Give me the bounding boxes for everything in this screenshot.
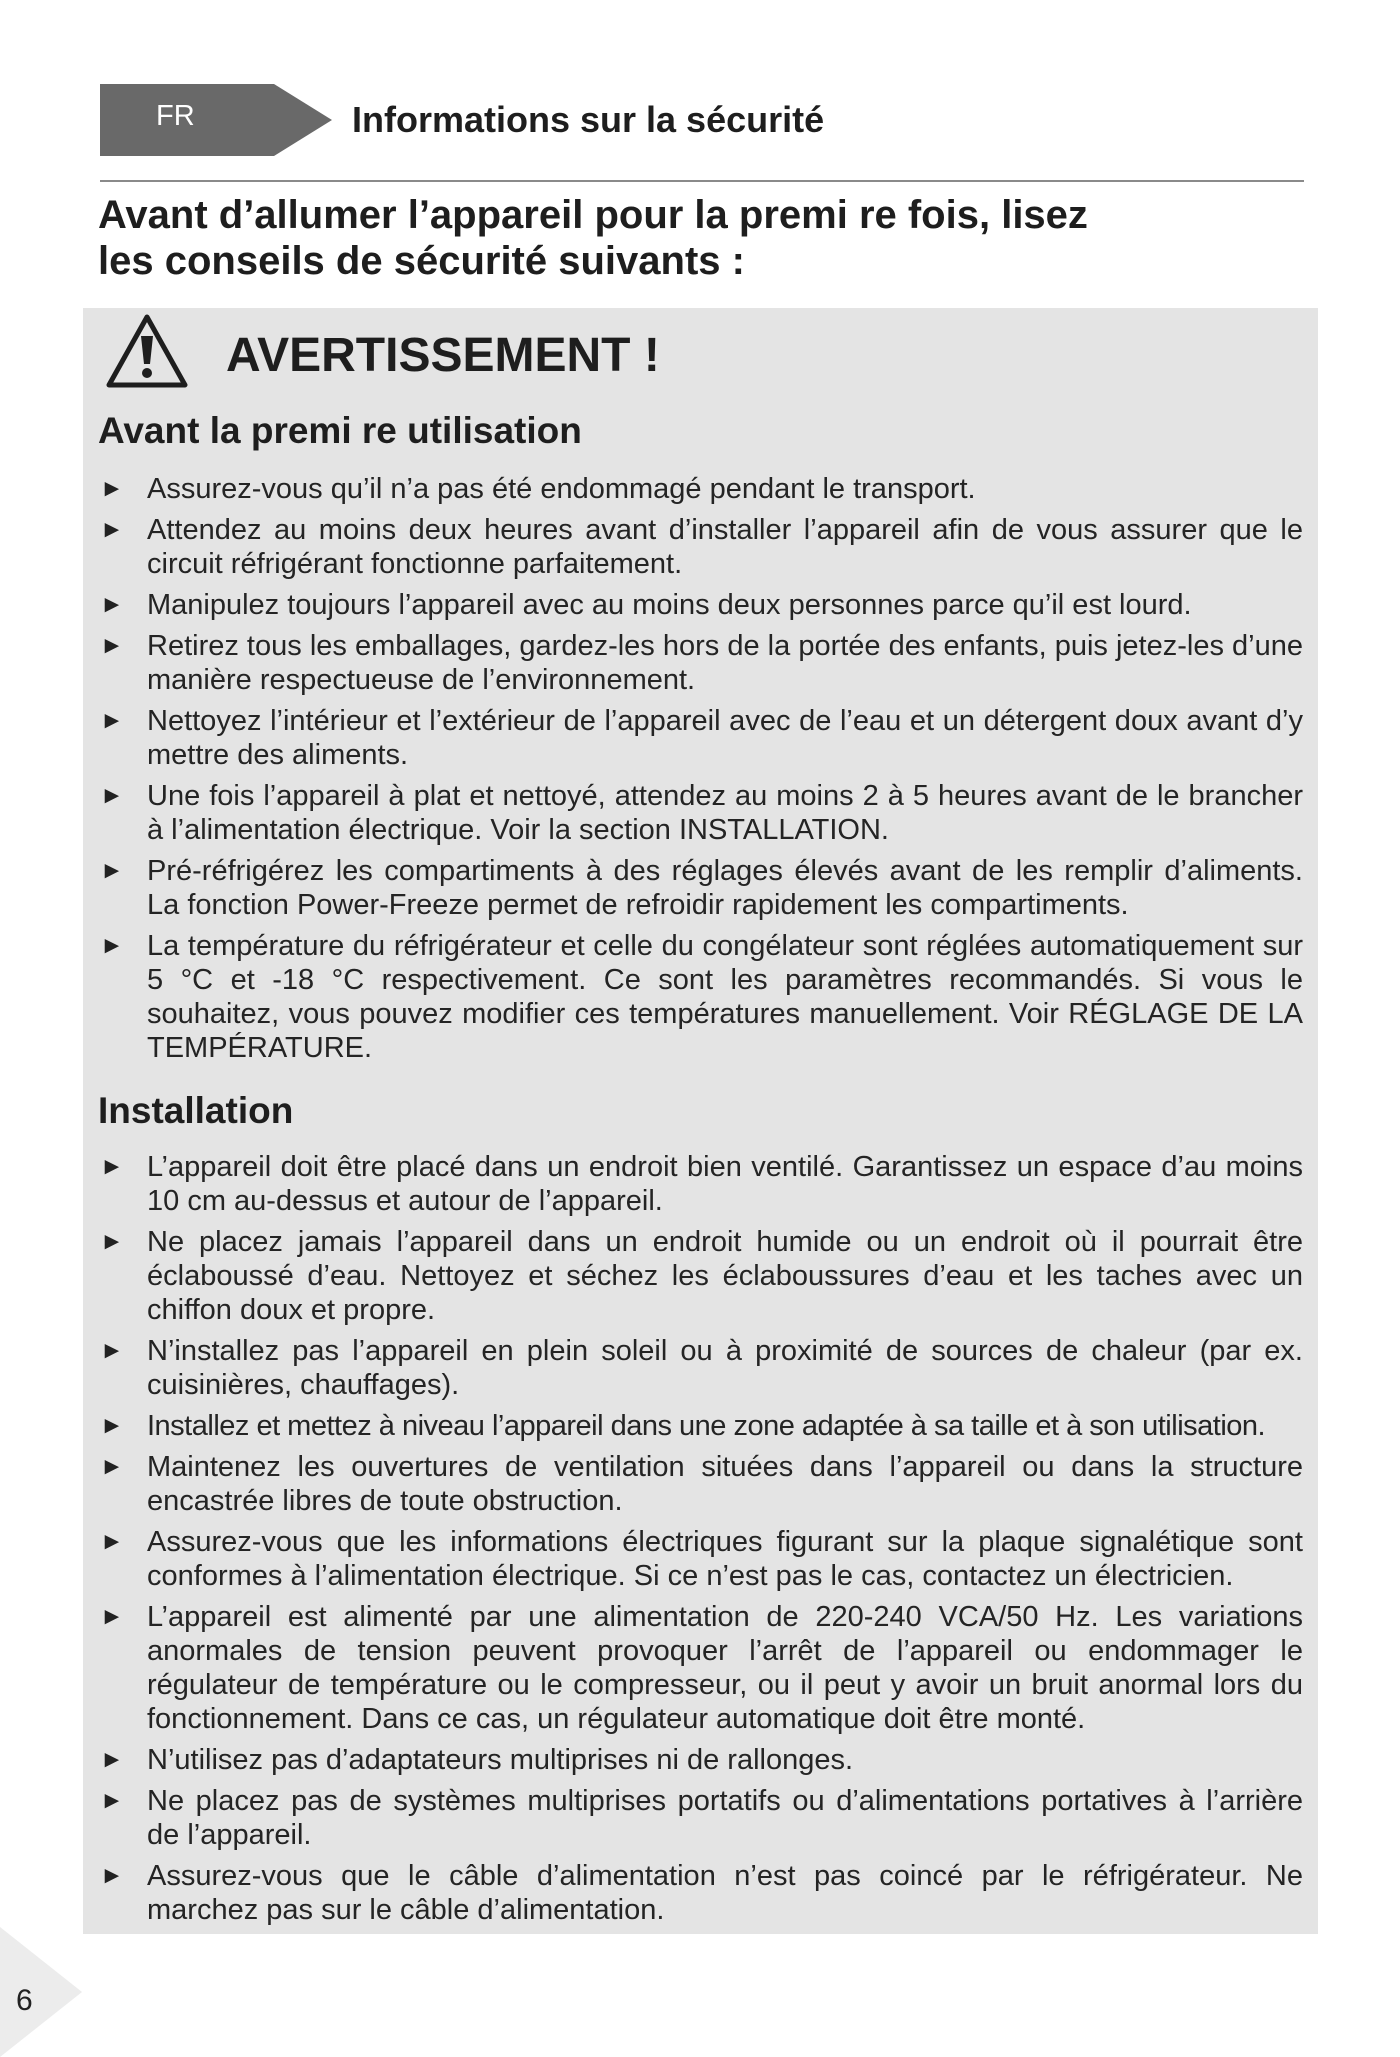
bullet-arrow-icon: ► (100, 857, 124, 884)
language-code: FR (156, 100, 195, 132)
bullet-arrow-icon: ► (100, 1453, 124, 1480)
section-title-first-use: Avant la premi re utilisation (98, 410, 582, 451)
list-item: ► Assurez-vous que les informations électriques figurant sur la plaque signalétique sont conformes à l’alimentation électrique. Si ce n’est pas le cas, contactez un électricien. (100, 1526, 1303, 1592)
bullet-arrow-icon: ► (100, 1528, 124, 1555)
list-item: ► La température du réfrigérateur et celle du congélateur sont réglées automatiquement sur 5 °C et -18 °C respectivement. Ce sont les paramètres recommandés. Si vous le souhaitez, vous pouvez modifier ces températures manuellement. Voir RÉGLAGE DE LA TEMPÉRATURE. (100, 930, 1303, 1064)
intro-line-1: Avant d’allumer l’appareil pour la premi re fois, lisez (98, 193, 1088, 237)
list-item: ► Nettoyez l’intérieur et l’extérieur de l’appareil avec de l’eau et un détergent doux avant d’y mettre des aliments. (100, 705, 1303, 771)
list-item: ► Ne placez jamais l’appareil dans un endroit humide ou un endroit où il pourrait être éclaboussé d’eau. Nettoyez et séchez les éclaboussures d’eau et les taches avec un chiffon doux et propre. (100, 1226, 1303, 1326)
bullet-arrow-icon: ► (100, 516, 124, 543)
list-item: ► Une fois l’appareil à plat et nettoyé, attendez au moins 2 à 5 heures avant de le brancher à l’alimentation électrique. Voir la section INSTALLATION. (100, 780, 1303, 846)
bullet-arrow-icon: ► (100, 1746, 124, 1773)
bullet-arrow-icon: ► (100, 632, 124, 659)
bullet-arrow-icon: ► (100, 1787, 124, 1814)
header-divider (100, 180, 1304, 182)
bullet-arrow-icon: ► (100, 782, 124, 809)
intro-heading (98, 192, 1248, 284)
warning-triangle-icon (104, 312, 190, 392)
list-item: ► Retirez tous les emballages, gardez-les hors de la portée des enfants, puis jetez-les d’une manière respectueuse de l’environnement. (100, 630, 1303, 696)
list-item: ► N’utilisez pas d’adaptateurs multiprises ni de rallonges. (100, 1744, 854, 1776)
bullet-arrow-icon: ► (100, 1153, 124, 1180)
bullet-arrow-icon: ► (100, 1862, 124, 1889)
bullet-arrow-icon: ► (100, 707, 124, 734)
list-item: ► L’appareil est alimenté par une alimentation de 220-240 VCA/50 Hz. Les variations anormales de tension peuvent provoquer l’arrêt de l’appareil ou endommager le régulateur de température ou le compresseur, ou il peut y avoir un bruit anormal lors du fonctionnement. Dans ce cas, un régulateur automatique doit être monté. (100, 1601, 1303, 1735)
bullet-arrow-icon: ► (100, 1337, 124, 1364)
bullet-arrow-icon: ► (100, 1412, 124, 1439)
list-item: ► L’appareil doit être placé dans un endroit bien ventilé. Garantissez un espace d’au moins 10 cm au-dessus et autour de l’appareil. (100, 1151, 1303, 1217)
installation-list (98, 1150, 1303, 1934)
warning-title: AVERTISSEMENT ! (226, 329, 660, 382)
list-item: ► Pré-réfrigérez les compartiments à des réglages élevés avant de les remplir d’aliments. La fonction Power-Freeze permet de refroidir rapidement les compartiments. (100, 855, 1303, 921)
page-number: 6 (16, 1984, 33, 2017)
list-item: ► Assurez-vous qu’il n’a pas été endommagé pendant le transport. (100, 473, 976, 505)
list-item: ► Attendez au moins deux heures avant d’installer l’appareil afin de vous assurer que le circuit réfrigérant fonctionne parfaitement. (100, 514, 1303, 580)
list-item: ► Manipulez toujours l’appareil avec au moins deux personnes parce qu’il est lourd. (100, 589, 1192, 621)
section-header-title: Informations sur la sécurité (352, 99, 825, 140)
list-item: ► Maintenez les ouvertures de ventilation situées dans l’appareil ou dans la structure encastrée libres de toute obstruction. (100, 1451, 1303, 1517)
list-item: ► Installez et mettez à niveau l’appareil dans une zone adaptée à sa taille et à son utilisation. (100, 1410, 1266, 1442)
intro-line-2: les conseils de sécurité suivants : (98, 239, 745, 283)
language-tab (100, 84, 332, 156)
bullet-arrow-icon: ► (100, 591, 124, 618)
list-item: ► Assurez-vous que le câble d’alimentation n’est pas coincé par le réfrigérateur. Ne marchez pas sur le câble d’alimentation. (100, 1860, 1303, 1926)
section-title-installation: Installation (98, 1090, 294, 1131)
bullet-arrow-icon: ► (100, 1228, 124, 1255)
bullet-arrow-icon: ► (100, 932, 124, 959)
page-corner-tab (0, 1927, 90, 2057)
first-use-list (98, 472, 1303, 1072)
language-tab-arrow (100, 84, 332, 156)
list-item: ► N’installez pas l’appareil en plein soleil ou à proximité de sources de chaleur (par ex. cuisinières, chauffages). (100, 1335, 1303, 1401)
bullet-arrow-icon: ► (100, 475, 124, 502)
bullet-arrow-icon: ► (100, 1603, 124, 1630)
list-item: ► Ne placez pas de systèmes multiprises portatifs ou d’alimentations portatives à l’arrière de l’appareil. (100, 1785, 1303, 1851)
